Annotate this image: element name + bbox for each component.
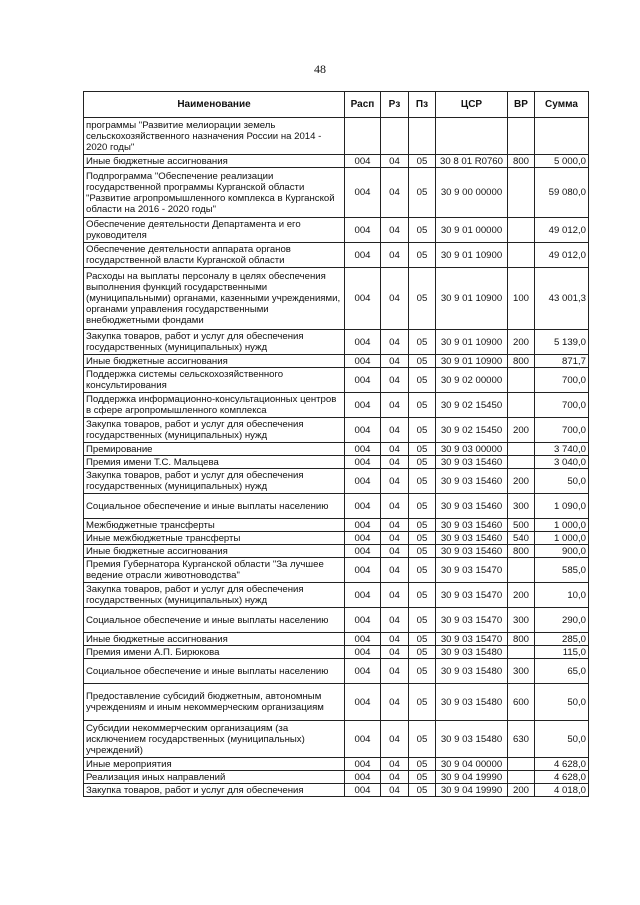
row-rasp: 004	[345, 355, 381, 368]
row-vr: 800	[508, 155, 535, 168]
row-pz: 05	[409, 469, 436, 494]
row-name: Обеспечение деятельности Департамента и его руководителя	[84, 218, 345, 243]
row-rasp: 004	[345, 418, 381, 443]
row-pz: 05	[409, 633, 436, 646]
row-sum: 43 001,3	[535, 268, 589, 330]
row-name: Иные бюджетные ассигнования	[84, 155, 345, 168]
header-name: Наименование	[84, 92, 345, 118]
row-rasp: 004	[345, 633, 381, 646]
table-row	[84, 659, 589, 684]
row-csr: 30 9 04 19990	[436, 771, 508, 784]
table-row	[84, 633, 589, 646]
row-pz: 05	[409, 368, 436, 393]
row-sum: 50,0	[535, 721, 589, 758]
table-row	[84, 243, 589, 268]
row-rz: 04	[381, 456, 409, 469]
page-number: 48	[314, 62, 326, 76]
row-vr	[508, 118, 535, 155]
row-name: Обеспечение деятельности аппарата органов государственной власти Курганской области	[84, 243, 345, 268]
row-name: Иные бюджетные ассигнования	[84, 545, 345, 558]
header-csr: ЦСР	[436, 92, 508, 118]
table-row	[84, 469, 589, 494]
row-sum: 115,0	[535, 646, 589, 659]
row-vr: 200	[508, 418, 535, 443]
row-sum: 1 090,0	[535, 494, 589, 519]
row-pz: 05	[409, 330, 436, 355]
row-rasp: 004	[345, 659, 381, 684]
table-row	[84, 456, 589, 469]
header-pz: Пз	[409, 92, 436, 118]
row-rasp: 004	[345, 155, 381, 168]
row-name: Премирование	[84, 443, 345, 456]
row-vr: 200	[508, 330, 535, 355]
row-rasp: 004	[345, 393, 381, 418]
row-vr: 800	[508, 355, 535, 368]
row-vr	[508, 558, 535, 583]
row-rz: 04	[381, 443, 409, 456]
row-vr: 300	[508, 608, 535, 633]
row-name: Расходы на выплаты персоналу в целях обеспечения выполнения функций государственными (муниципальными) органами, казенными учреждениями, органами управления государственными внебюджетными фондами	[84, 268, 345, 330]
row-vr	[508, 243, 535, 268]
row-vr: 540	[508, 532, 535, 545]
row-name: Иные мероприятия	[84, 758, 345, 771]
row-sum: 700,0	[535, 368, 589, 393]
table-row	[84, 758, 589, 771]
row-sum: 285,0	[535, 633, 589, 646]
row-sum: 1 000,0	[535, 532, 589, 545]
row-sum: 3 740,0	[535, 443, 589, 456]
row-pz: 05	[409, 519, 436, 532]
row-vr: 600	[508, 684, 535, 721]
row-vr: 200	[508, 583, 535, 608]
row-rz: 04	[381, 393, 409, 418]
row-rasp: 004	[345, 268, 381, 330]
row-vr: 800	[508, 633, 535, 646]
row-pz: 05	[409, 243, 436, 268]
row-name: Закупка товаров, работ и услуг для обеспечения	[84, 784, 345, 797]
row-rz: 04	[381, 330, 409, 355]
row-name: Премия имени А.П. Бирюкова	[84, 646, 345, 659]
row-rasp: 004	[345, 168, 381, 218]
table-row	[84, 443, 589, 456]
row-rasp: 004	[345, 771, 381, 784]
row-vr: 500	[508, 519, 535, 532]
table-row	[84, 118, 589, 155]
header-sum: Сумма	[535, 92, 589, 118]
row-pz: 05	[409, 168, 436, 218]
row-sum: 700,0	[535, 418, 589, 443]
table-row	[84, 155, 589, 168]
table-row	[84, 393, 589, 418]
row-rz: 04	[381, 418, 409, 443]
table-row	[84, 532, 589, 545]
row-name: Поддержка системы сельскохозяйственного консультирования	[84, 368, 345, 393]
row-csr: 30 9 01 10900	[436, 268, 508, 330]
row-sum: 3 040,0	[535, 456, 589, 469]
row-rasp: 004	[345, 218, 381, 243]
row-rz: 04	[381, 155, 409, 168]
row-csr: 30 9 03 15460	[436, 469, 508, 494]
row-rz: 04	[381, 771, 409, 784]
table-row	[84, 771, 589, 784]
row-sum: 700,0	[535, 393, 589, 418]
table-row	[84, 545, 589, 558]
row-pz: 05	[409, 268, 436, 330]
row-sum: 4 018,0	[535, 784, 589, 797]
row-vr	[508, 456, 535, 469]
row-sum: 65,0	[535, 659, 589, 684]
table-row	[84, 721, 589, 758]
row-rz	[381, 118, 409, 155]
row-rasp: 004	[345, 532, 381, 545]
row-name: Субсидии некоммерческим организациям (за исключением государственных (муниципальных) учреждений)	[84, 721, 345, 758]
row-rz: 04	[381, 545, 409, 558]
row-rasp: 004	[345, 545, 381, 558]
row-name: Реализация иных направлений	[84, 771, 345, 784]
row-pz: 05	[409, 218, 436, 243]
row-name: Подпрограмма "Обеспечение реализации государственной программы Курганской области "Развитие агропромышленного комплекса в Курганской области на 2016 - 2020 годы"	[84, 168, 345, 218]
row-sum: 900,0	[535, 545, 589, 558]
table-row	[84, 784, 589, 797]
row-name: Закупка товаров, работ и услуг для обеспечения государственных (муниципальных) нужд	[84, 330, 345, 355]
row-name: Закупка товаров, работ и услуг для обеспечения государственных (муниципальных) нужд	[84, 418, 345, 443]
table-row	[84, 330, 589, 355]
row-csr: 30 9 03 15470	[436, 583, 508, 608]
row-rz: 04	[381, 168, 409, 218]
row-vr: 800	[508, 545, 535, 558]
row-vr	[508, 168, 535, 218]
row-pz: 05	[409, 784, 436, 797]
row-name: Социальное обеспечение и иные выплаты населению	[84, 494, 345, 519]
row-csr: 30 9 00 00000	[436, 168, 508, 218]
row-vr: 100	[508, 268, 535, 330]
row-pz: 05	[409, 684, 436, 721]
row-pz: 05	[409, 532, 436, 545]
row-csr: 30 9 03 15460	[436, 532, 508, 545]
row-vr	[508, 218, 535, 243]
row-rz: 04	[381, 721, 409, 758]
row-vr	[508, 758, 535, 771]
row-csr: 30 9 01 00000	[436, 218, 508, 243]
row-name: Закупка товаров, работ и услуг для обеспечения государственных (муниципальных) нужд	[84, 583, 345, 608]
row-vr: 300	[508, 494, 535, 519]
row-pz: 05	[409, 646, 436, 659]
row-sum: 49 012,0	[535, 243, 589, 268]
header-rasp: Расп	[345, 92, 381, 118]
row-vr: 630	[508, 721, 535, 758]
row-name: Иные бюджетные ассигнования	[84, 355, 345, 368]
row-name: Межбюджетные трансферты	[84, 519, 345, 532]
row-vr	[508, 393, 535, 418]
row-sum: 585,0	[535, 558, 589, 583]
row-name: Премия Губернатора Курганской области "За лучшее ведение отрасли животноводства"	[84, 558, 345, 583]
table-row	[84, 418, 589, 443]
row-pz	[409, 118, 436, 155]
row-vr: 200	[508, 784, 535, 797]
row-rasp: 004	[345, 784, 381, 797]
row-name: Предоставление субсидий бюджетным, автономным учреждениям и иным некоммерческим организациям	[84, 684, 345, 721]
row-csr: 30 9 03 15460	[436, 456, 508, 469]
row-csr: 30 9 01 10900	[436, 330, 508, 355]
row-csr: 30 9 03 15460	[436, 519, 508, 532]
row-rasp: 004	[345, 583, 381, 608]
row-rz: 04	[381, 532, 409, 545]
header-rz: Рз	[381, 92, 409, 118]
row-pz: 05	[409, 758, 436, 771]
row-vr: 300	[508, 659, 535, 684]
row-pz: 05	[409, 583, 436, 608]
row-csr: 30 9 03 15460	[436, 545, 508, 558]
row-csr: 30 9 03 15480	[436, 646, 508, 659]
row-rz: 04	[381, 558, 409, 583]
row-rasp: 004	[345, 608, 381, 633]
row-sum: 5 139,0	[535, 330, 589, 355]
row-rasp: 004	[345, 519, 381, 532]
row-pz: 05	[409, 443, 436, 456]
row-rz: 04	[381, 243, 409, 268]
row-rasp	[345, 118, 381, 155]
row-sum: 5 000,0	[535, 155, 589, 168]
row-vr	[508, 771, 535, 784]
table-row	[84, 355, 589, 368]
row-sum: 290,0	[535, 608, 589, 633]
budget-table	[83, 91, 589, 797]
row-sum: 59 080,0	[535, 168, 589, 218]
row-name: Социальное обеспечение и иные выплаты населению	[84, 659, 345, 684]
row-csr: 30 9 01 10900	[436, 243, 508, 268]
row-pz: 05	[409, 545, 436, 558]
row-rasp: 004	[345, 469, 381, 494]
row-rz: 04	[381, 268, 409, 330]
row-rz: 04	[381, 758, 409, 771]
row-sum: 4 628,0	[535, 771, 589, 784]
row-rasp: 004	[345, 443, 381, 456]
table-row	[84, 268, 589, 330]
row-sum: 50,0	[535, 684, 589, 721]
row-rasp: 004	[345, 646, 381, 659]
table-row	[84, 608, 589, 633]
row-rz: 04	[381, 684, 409, 721]
row-pz: 05	[409, 721, 436, 758]
row-rasp: 004	[345, 494, 381, 519]
row-rz: 04	[381, 368, 409, 393]
row-sum: 50,0	[535, 469, 589, 494]
row-rasp: 004	[345, 456, 381, 469]
row-rasp: 004	[345, 330, 381, 355]
row-csr: 30 9 02 15450	[436, 393, 508, 418]
row-csr: 30 9 03 15480	[436, 659, 508, 684]
table-row	[84, 494, 589, 519]
row-name: программы "Развитие мелиорации земель сельскохозяйственного назначения России на 2014 - 2020 годы"	[84, 118, 345, 155]
row-csr: 30 9 03 15470	[436, 633, 508, 646]
row-rz: 04	[381, 469, 409, 494]
row-name: Премия имени Т.С. Мальцева	[84, 456, 345, 469]
row-rasp: 004	[345, 558, 381, 583]
row-csr: 30 8 01 R0760	[436, 155, 508, 168]
row-name: Иные межбюджетные трансферты	[84, 532, 345, 545]
row-csr: 30 9 03 15470	[436, 558, 508, 583]
row-sum: 10,0	[535, 583, 589, 608]
table-header-row	[84, 92, 589, 118]
row-csr: 30 9 03 00000	[436, 443, 508, 456]
row-rasp: 004	[345, 243, 381, 268]
row-pz: 05	[409, 393, 436, 418]
row-rasp: 004	[345, 721, 381, 758]
row-rz: 04	[381, 218, 409, 243]
row-csr: 30 9 03 15460	[436, 494, 508, 519]
row-name: Иные бюджетные ассигнования	[84, 633, 345, 646]
row-pz: 05	[409, 608, 436, 633]
row-csr: 30 9 03 15470	[436, 608, 508, 633]
row-rz: 04	[381, 608, 409, 633]
row-pz: 05	[409, 355, 436, 368]
row-sum: 871,7	[535, 355, 589, 368]
table-row	[84, 218, 589, 243]
row-pz: 05	[409, 456, 436, 469]
row-rz: 04	[381, 355, 409, 368]
row-rz: 04	[381, 646, 409, 659]
row-vr	[508, 443, 535, 456]
row-pz: 05	[409, 494, 436, 519]
row-rz: 04	[381, 494, 409, 519]
row-csr: 30 9 01 10900	[436, 355, 508, 368]
row-csr: 30 9 04 00000	[436, 758, 508, 771]
row-csr: 30 9 02 15450	[436, 418, 508, 443]
row-sum	[535, 118, 589, 155]
header-vr: ВР	[508, 92, 535, 118]
row-rz: 04	[381, 659, 409, 684]
row-pz: 05	[409, 418, 436, 443]
row-csr	[436, 118, 508, 155]
table-row	[84, 168, 589, 218]
row-csr: 30 9 02 00000	[436, 368, 508, 393]
row-rz: 04	[381, 633, 409, 646]
row-name: Поддержка информационно-консультационных центров в сфере агропромышленного комплекса	[84, 393, 345, 418]
row-name: Закупка товаров, работ и услуг для обеспечения государственных (муниципальных) нужд	[84, 469, 345, 494]
row-rasp: 004	[345, 758, 381, 771]
row-sum: 49 012,0	[535, 218, 589, 243]
table-body	[84, 118, 589, 797]
table-row	[84, 583, 589, 608]
row-rz: 04	[381, 583, 409, 608]
row-rasp: 004	[345, 368, 381, 393]
row-name: Социальное обеспечение и иные выплаты населению	[84, 608, 345, 633]
row-sum: 4 628,0	[535, 758, 589, 771]
row-vr: 200	[508, 469, 535, 494]
row-pz: 05	[409, 155, 436, 168]
row-csr: 30 9 04 19990	[436, 784, 508, 797]
row-sum: 1 000,0	[535, 519, 589, 532]
row-pz: 05	[409, 771, 436, 784]
table-row	[84, 684, 589, 721]
row-rz: 04	[381, 784, 409, 797]
row-pz: 05	[409, 558, 436, 583]
row-rz: 04	[381, 519, 409, 532]
row-csr: 30 9 03 15480	[436, 721, 508, 758]
row-vr	[508, 368, 535, 393]
row-pz: 05	[409, 659, 436, 684]
table-row	[84, 646, 589, 659]
table-row	[84, 519, 589, 532]
table-row	[84, 368, 589, 393]
row-rasp: 004	[345, 684, 381, 721]
table-row	[84, 558, 589, 583]
row-csr: 30 9 03 15480	[436, 684, 508, 721]
row-vr	[508, 646, 535, 659]
